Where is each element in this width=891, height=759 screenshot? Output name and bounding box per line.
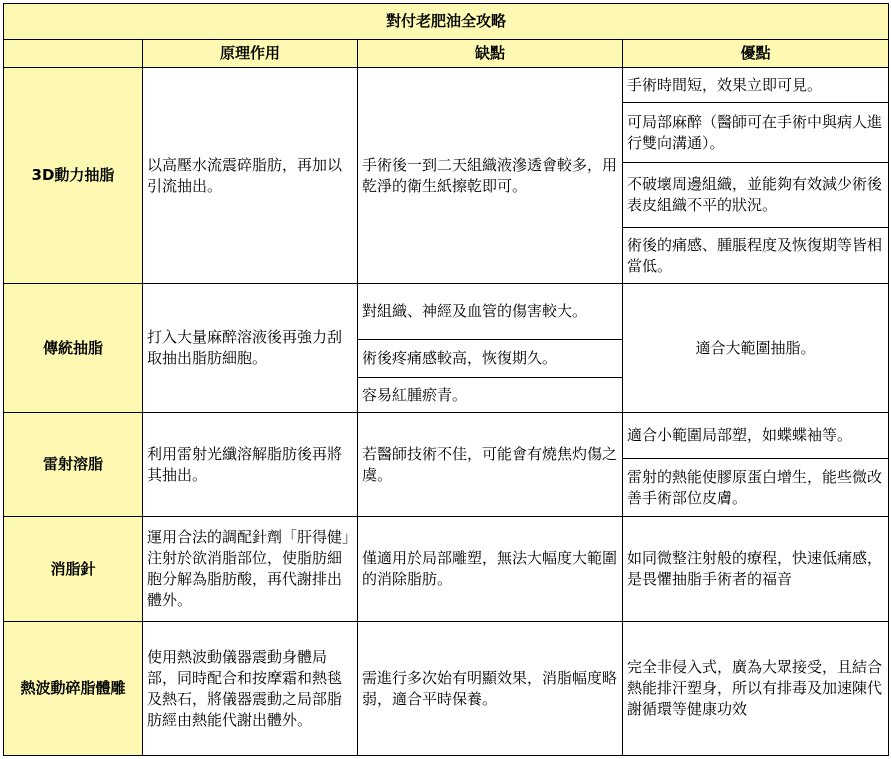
principle-cell: 打入大量麻醉溶液後再強力刮取抽出脂肪細胞。: [143, 284, 358, 413]
row-name-3d-lipo: 3D動力抽脂: [4, 68, 143, 284]
cons-cell: 需進行多次始有明顯效果，消脂幅度略弱，適合平時保養。: [358, 622, 623, 756]
pros-cell: 如同微整注射般的療程，快速低痛感，是畏懼抽脂手術者的福音: [623, 517, 889, 622]
table-row: [4, 622, 889, 756]
title-row: [4, 4, 889, 40]
cons-cell: 若醫師技術不佳，可能會有燒焦灼傷之虞。: [358, 413, 623, 517]
header-cons: 缺點: [358, 40, 623, 68]
row-name-thermal-wave: 熱波動碎脂體雕: [4, 622, 143, 756]
cons-cell: 手術後一到二天組織液滲透會較多，用乾淨的衛生紙擦乾即可。: [358, 68, 623, 284]
cons-cell: 對組織、神經及血管的傷害較大。: [358, 284, 623, 340]
cons-cell: 容易紅腫瘀青。: [358, 378, 623, 413]
pros-cell: 可局部麻醉（醫師可在手術中與病人進行雙向溝通）。: [623, 103, 889, 163]
pros-cell: 不破壞周邊組織，並能夠有效減少術後表皮組織不平的狀況。: [623, 163, 889, 228]
cons-cell: 僅適用於局部雕塑，無法大幅度大範圍的消除脂肪。: [358, 517, 623, 622]
pros-cell: 手術時間短，效果立即可見。: [623, 68, 889, 103]
principle-cell: 以高壓水流震碎脂肪，再加以引流抽出。: [143, 68, 358, 284]
row-name-fat-injection: 消脂針: [4, 517, 143, 622]
header-row: [4, 40, 889, 68]
table-title: 對付老肥油全攻略: [4, 4, 889, 40]
principle-cell: 利用雷射光纖溶解脂肪後再將其抽出。: [143, 413, 358, 517]
pros-cell: 適合大範圍抽脂。: [623, 284, 889, 413]
header-principle: 原理作用: [143, 40, 358, 68]
header-blank: [4, 40, 143, 68]
table-row: [4, 68, 889, 103]
pros-cell: 適合小範圍局部塑，如蝶蝶袖等。: [623, 413, 889, 459]
principle-cell: 使用熱波動儀器震動身體局部，同時配合和按摩霜和熱毯及熱石，將儀器震動之局部脂肪經由熱能代謝出體外。: [143, 622, 358, 756]
row-name-laser-lipo: 雷射溶脂: [4, 413, 143, 517]
table-row: [4, 413, 889, 459]
pros-cell: 雷射的熱能使膠原蛋白增生，能些微改善手術部位皮膚。: [623, 459, 889, 517]
header-pros: 優點: [623, 40, 889, 68]
pros-cell: 完全非侵入式，廣為大眾接受，且結合熱能排汗塑身，所以有排毒及加速陳代謝循環等健康功效: [623, 622, 889, 756]
principle-cell: 運用合法的調配針劑「肝得健」注射於欲消脂部位，使脂肪細胞分解為脂肪酸，再代謝排出體外。: [143, 517, 358, 622]
table-row: [4, 284, 889, 340]
pros-cell: 術後的痛感、腫脹程度及恢復期等皆相當低。: [623, 228, 889, 284]
comparison-table: [3, 3, 889, 756]
table-row: [4, 517, 889, 622]
row-name-traditional-lipo: 傳統抽脂: [4, 284, 143, 413]
cons-cell: 術後疼痛感較高，恢復期久。: [358, 340, 623, 378]
